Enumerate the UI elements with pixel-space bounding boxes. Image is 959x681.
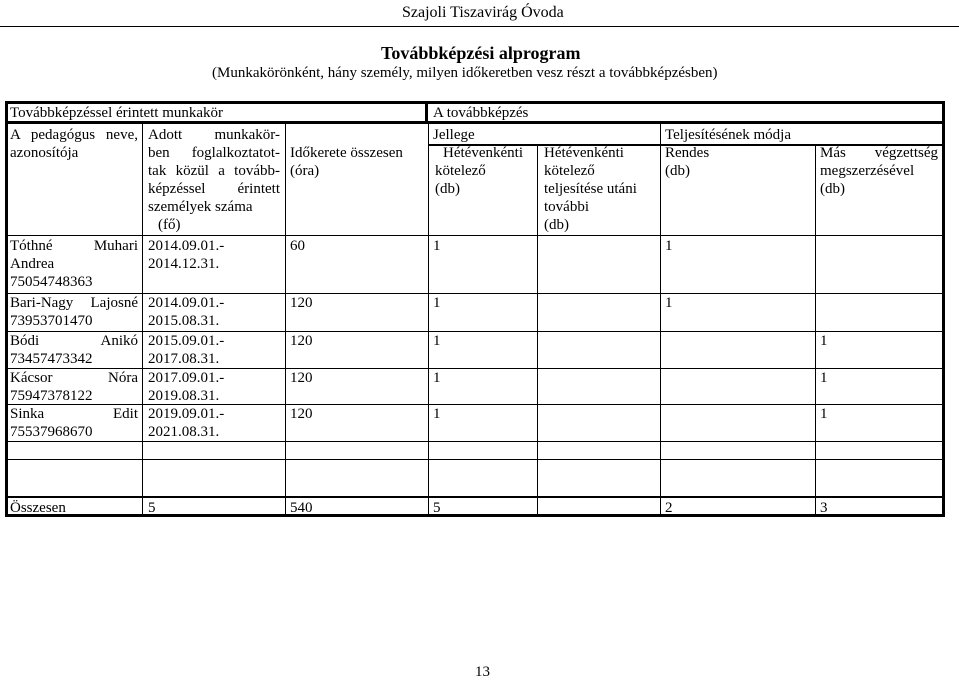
row-period: 2014.09.01.- 2015.08.31. bbox=[148, 295, 225, 329]
row-other: 1 bbox=[820, 333, 828, 349]
row-hours: 120 bbox=[290, 333, 313, 349]
row-name: Sinka Edit 75537968670 bbox=[10, 406, 138, 440]
row-hours: 120 bbox=[290, 295, 313, 311]
col-header-hours: Időkerete összesen (óra) bbox=[290, 145, 403, 179]
total-label: Összesen bbox=[10, 500, 66, 516]
row-mandatory: 1 bbox=[433, 406, 441, 422]
row-name: Bódi Anikó 73457473342 bbox=[10, 333, 138, 367]
row-mandatory: 1 bbox=[433, 333, 441, 349]
group-header-training: A továbbképzés bbox=[433, 105, 529, 121]
row-name: Bari-Nagy Lajosné 73953701470 bbox=[10, 295, 138, 329]
header-rule bbox=[0, 26, 959, 27]
row-period: 2017.09.01.- 2019.08.31. bbox=[148, 370, 225, 404]
row-period: 2014.09.01.- 2014.12.31. bbox=[148, 238, 225, 272]
row-period: 2019.09.01.- 2021.08.31. bbox=[148, 406, 225, 440]
col-header-persons: Adott munkakör- ben foglalkoztatot- tak közül a tovább- képzéssel érintett személyek száma (fő) bbox=[148, 127, 280, 233]
col-header-regular: Rendes (db) bbox=[665, 145, 710, 179]
row-hours: 120 bbox=[290, 370, 313, 386]
row-mandatory: 1 bbox=[433, 295, 441, 311]
row-regular: 1 bbox=[665, 295, 673, 311]
total-mandatory: 5 bbox=[433, 500, 441, 516]
header-teljesites: Teljesítésének módja bbox=[665, 127, 791, 143]
header-jellege: Jellege bbox=[433, 127, 475, 143]
institution-header: Szajoli Tiszavirág Óvoda bbox=[402, 4, 564, 21]
col-header-further: Hétévenkénti kötelező teljesítése utáni további (db) bbox=[544, 145, 637, 233]
row-mandatory: 1 bbox=[433, 370, 441, 386]
document-subtitle: (Munkakörönként, hány személy, milyen időkeretben vesz részt a továbbképzésben) bbox=[212, 65, 718, 81]
row-name: Kácsor Nóra 75947378122 bbox=[10, 370, 138, 404]
row-other: 1 bbox=[820, 370, 828, 386]
row-period: 2015.09.01.- 2017.08.31. bbox=[148, 333, 225, 367]
total-persons: 5 bbox=[148, 500, 156, 516]
total-hours: 540 bbox=[290, 500, 313, 516]
page-number: 13 bbox=[475, 664, 490, 680]
col-header-mandatory: Hétévenkénti kötelező (db) bbox=[435, 145, 523, 197]
document-title: Továbbképzési alprogram bbox=[381, 43, 581, 63]
row-hours: 60 bbox=[290, 238, 305, 254]
row-hours: 120 bbox=[290, 406, 313, 422]
row-regular: 1 bbox=[665, 238, 673, 254]
group-header-job: Továbbképzéssel érintett munkakör bbox=[10, 105, 224, 121]
col-header-other: Más végzettség megszerzésével (db) bbox=[820, 145, 938, 197]
row-name: Tóthné Muhari Andrea 75054748363 bbox=[10, 238, 138, 290]
row-mandatory: 1 bbox=[433, 238, 441, 254]
row-other: 1 bbox=[820, 406, 828, 422]
col-header-name: A pedagógus neve, azonosítója bbox=[10, 127, 138, 161]
total-regular: 2 bbox=[665, 500, 673, 516]
total-other: 3 bbox=[820, 500, 828, 516]
